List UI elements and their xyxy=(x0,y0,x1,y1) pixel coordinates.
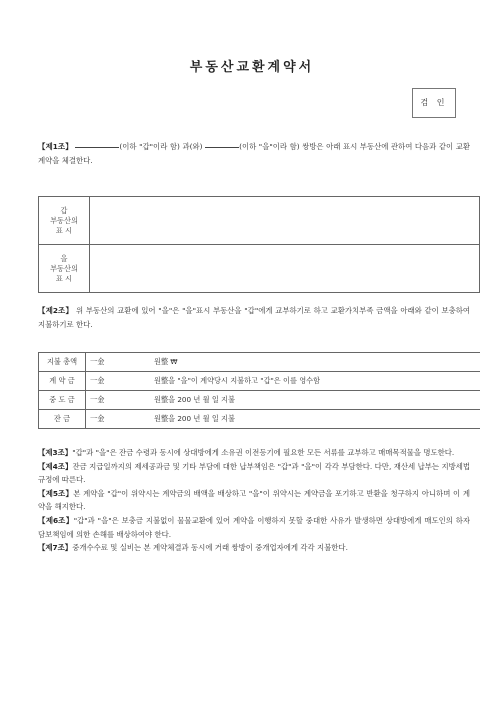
article-5-text: 본 계약을 "갑"이 위약시는 계약금의 배액을 배상하고 "을"이 위약시는 계약금을 포기하고 반환을 청구하지 아니하며 이 계약을 해지한다. xyxy=(38,488,471,512)
payment-value xyxy=(86,391,481,410)
property-label-b-top: 을 xyxy=(60,253,68,263)
article-1-number: 【제1조】 xyxy=(38,142,73,151)
article-5 xyxy=(38,487,470,514)
payment-value xyxy=(86,410,481,429)
articles-block xyxy=(38,446,470,555)
inspection-stamp-box xyxy=(412,88,456,118)
article-4-text: 잔금 지급일까지의 제세공과금 및 기타 부담에 대한 납부책임은 "갑"과 "을"이 각각 부담한다. 다만, 재산세 납부는 지방세법 규정에 따른다. xyxy=(38,461,470,485)
payment-row xyxy=(39,410,481,429)
property-table xyxy=(38,196,480,293)
property-row-b xyxy=(39,245,480,293)
payment-value xyxy=(86,372,481,391)
payment-rest: 원整을 200 년 월 일 지불 xyxy=(154,414,235,423)
property-value-a xyxy=(90,197,480,245)
property-label-a-top: 갑 xyxy=(60,205,68,215)
party-a-blank xyxy=(75,141,119,148)
article-3-number: 【제3조】 xyxy=(38,448,73,457)
document-title: 부동산교환계약서 xyxy=(189,60,315,75)
article-6-number: 【제6조】 xyxy=(38,515,74,525)
article-7-number: 【제7조】 xyxy=(38,543,73,553)
article-3 xyxy=(38,446,470,460)
payment-rest: 원整 ₩ xyxy=(154,357,178,366)
property-label-b-bot: 표 시 xyxy=(55,273,73,283)
payment-row xyxy=(39,372,481,391)
article-2 xyxy=(38,304,470,331)
article-4 xyxy=(38,460,470,487)
article-3-text: "갑"과 "을"은 잔금 수령과 동시에 상대방에게 소유권 이전등기에 필요한 모든 서류를 교부하고 매매목적물을 명도한다. xyxy=(72,448,455,457)
payment-amount: 一金 xyxy=(90,376,105,385)
article-1-text-b: (이하 "을"이라 함) 쌍방은 아래 표시 부동산에 관하여 다음과 같이 교환계약을 체결한다. xyxy=(38,142,470,165)
payment-row xyxy=(39,353,481,372)
article-4-number: 【제4조】 xyxy=(38,461,73,471)
payment-rest: 원整을 "을"이 계약당시 지불하고 "갑"은 이를 영수함 xyxy=(154,376,321,385)
payment-amount: 一金 xyxy=(90,357,105,366)
payment-row xyxy=(39,391,481,410)
property-value-b xyxy=(90,245,480,293)
property-row-a xyxy=(39,197,480,245)
article-2-text: 위 부동산의 교환에 있어 "을"은 "을"표시 부동산을 "갑"에게 교부하기로 하고 교환가치부족 금액을 아래와 같이 보충하여 지불하기로 한다. xyxy=(38,306,470,329)
property-label-a xyxy=(39,197,90,245)
payment-value xyxy=(86,353,481,372)
article-7 xyxy=(38,541,470,555)
article-2-number: 【제2조】 xyxy=(38,306,74,315)
article-6 xyxy=(38,514,470,541)
property-label-b-mid: 부동산의 xyxy=(50,263,78,273)
article-5-number: 【제5조】 xyxy=(38,488,74,498)
payment-amount: 一金 xyxy=(90,395,105,404)
payment-label: 중 도 금 xyxy=(39,391,86,410)
payment-table xyxy=(38,352,480,429)
property-label-a-mid: 부동산의 xyxy=(50,215,78,225)
inspection-stamp-label: 검 인 xyxy=(420,98,448,107)
article-7-text: 중개수수료 및 실비는 본 계약체결과 동시에 거래 쌍방이 중개업자에게 각각 지불한다. xyxy=(72,543,348,553)
payment-label: 잔 금 xyxy=(39,410,86,429)
property-label-b xyxy=(39,245,90,293)
article-1-text-a: (이하 "갑"이라 함) 과(와) xyxy=(119,142,203,151)
party-b-blank xyxy=(205,141,239,148)
article-1 xyxy=(38,140,470,167)
article-6-text: "갑"과 "을"은 보충금 지불없이 물물교환에 있어 계약을 이행하지 못할 중대한 사유가 발생하면 상대방에게 매도인의 하자 담보책임에 의한 손해를 배상하여야 한다. xyxy=(38,515,471,539)
payment-label: 지불 총액 xyxy=(39,353,86,372)
payment-rest: 원整을 200 년 월 일 지불 xyxy=(154,395,235,404)
property-label-a-bot: 표 시 xyxy=(55,225,73,235)
payment-amount: 一金 xyxy=(90,414,105,423)
payment-label: 계 약 금 xyxy=(39,372,86,391)
